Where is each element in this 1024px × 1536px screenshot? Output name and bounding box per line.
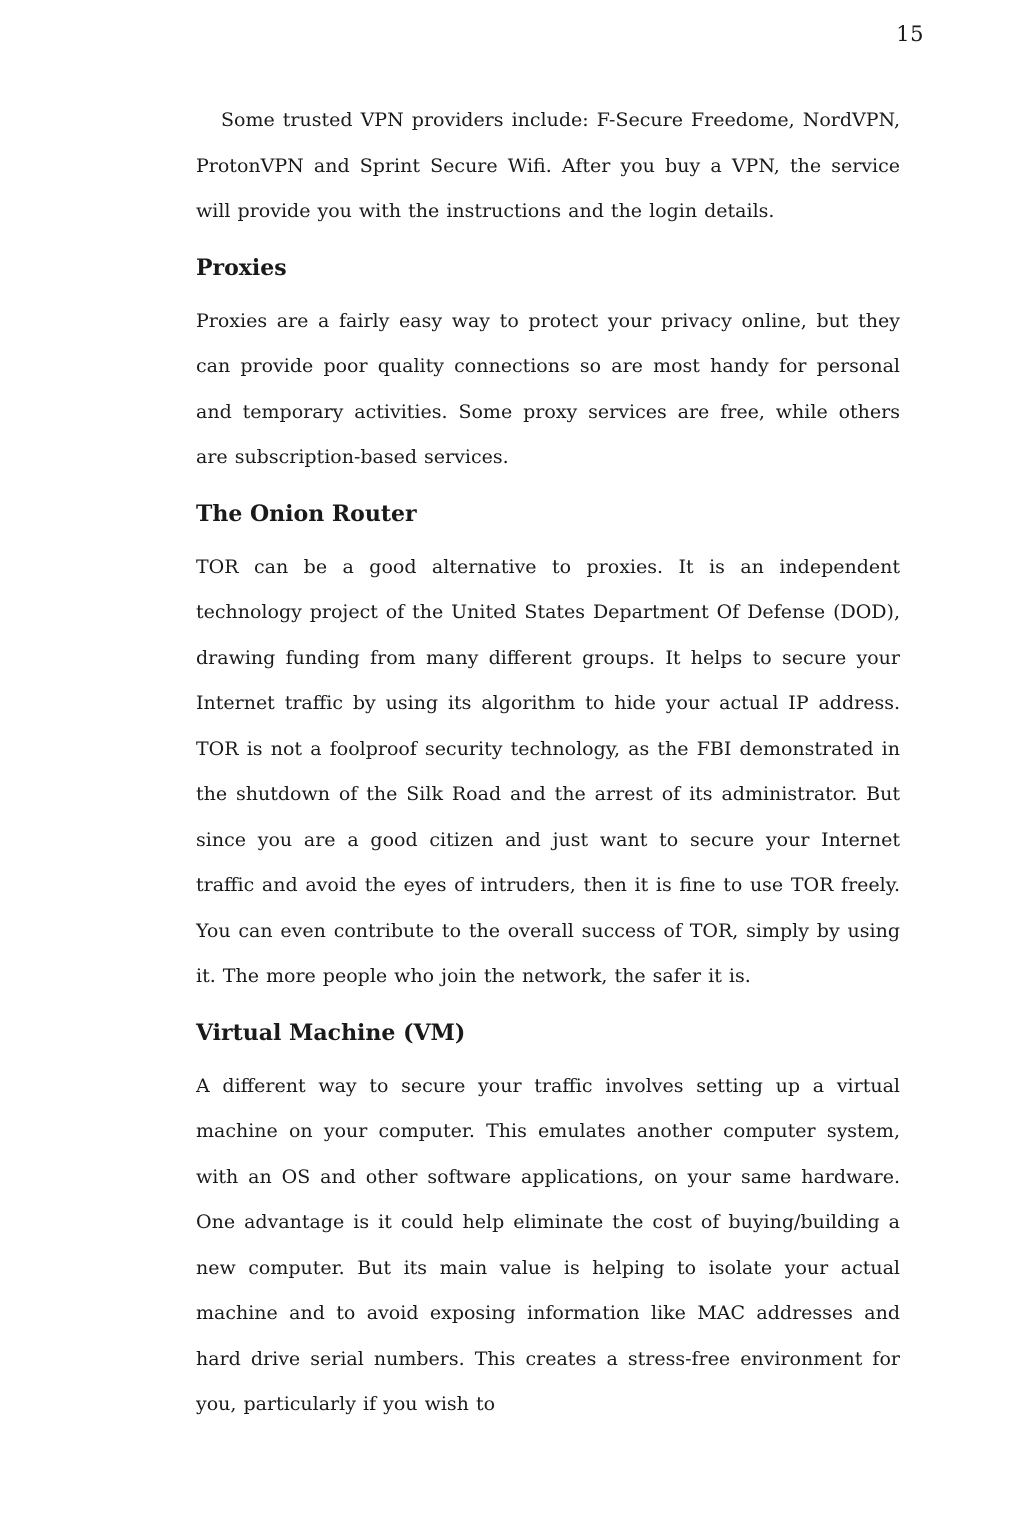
heading-onion-router: The Onion Router xyxy=(196,500,417,527)
heading-proxies: Proxies xyxy=(196,254,287,281)
paragraph-proxies: Proxies are a fairly easy way to protect your privacy online, but they can provide poor quality connections so are most handy for personal and temporary activities. Some proxy services are free, while others are subscription-based services. xyxy=(196,309,900,468)
page-number: 15 xyxy=(896,22,924,46)
paragraph-onion-router: TOR can be a good alternative to proxies. It is an independent technology project of the United States Department Of Defense (DOD), drawing funding from many different groups. It helps to secure your Internet traffic by using its algorithm to hide your actual IP address. TOR is not a foolproof security technology, as the FBI demonstrated in the shutdown of the Silk Road and the arrest of its administrator. But since you are a good citizen and just want to secure your Internet traffic and avoid the eyes of intruders, then it is fine to use TOR freely. You can even contribute to the overall success of TOR, simply by using it. The more people who join the network, the safer it is. xyxy=(196,555,900,987)
paragraph-vpn-providers: Some trusted VPN providers include: F-Secure Freedome, NordVPN, ProtonVPN and Sprint Secure Wifi. After you buy a VPN, the service will provide you with the instructions and the login details. xyxy=(196,109,900,222)
heading-virtual-machine: Virtual Machine (VM) xyxy=(196,1019,466,1046)
paragraph-virtual-machine: A different way to secure your traffic involves setting up a virtual machine on your computer. This emulates another computer system, with an OS and other software applications, on your same hardware. One advantage is it could help eliminate the cost of buying/building a new computer. But its main value is helping to isolate your actual machine and to avoid exposing information like MAC addresses and hard drive serial numbers. This creates a stress-free environment for you, particularly if you wish to xyxy=(196,1074,900,1415)
page-body xyxy=(196,98,900,1428)
